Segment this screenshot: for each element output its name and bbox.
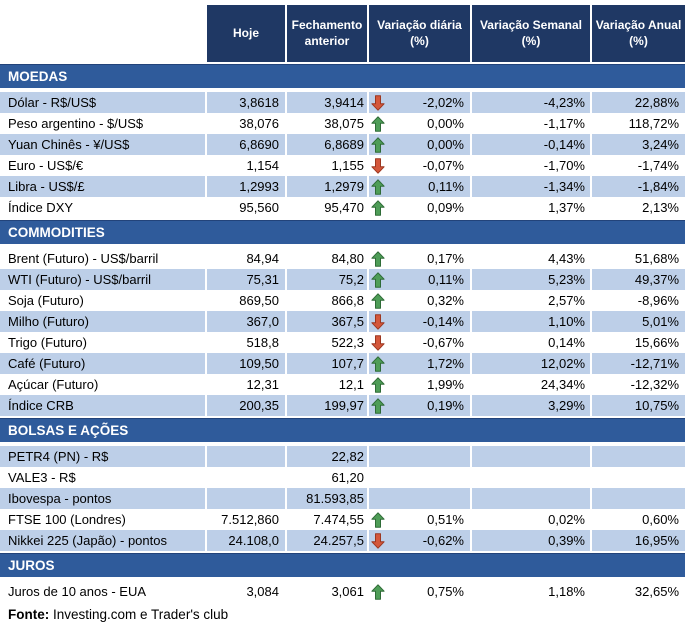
cell-variacao-semanal: -1,17% [470,113,590,134]
cell-variacao-anual: -12,71% [590,353,685,374]
cell-hoje [205,467,285,488]
cell-fechamento: 61,20 [285,467,367,488]
cell-variacao-semanal: 2,57% [470,290,590,311]
cell-variacao-semanal: 5,23% [470,269,590,290]
cell-variacao-diaria [367,248,470,269]
cell-variacao-anual: 16,95% [590,530,685,551]
cell-variacao-semanal: -1,34% [470,176,590,197]
cell-variacao-semanal: 3,29% [470,395,590,416]
cell-fechamento: 866,8 [285,290,367,311]
table-row [0,176,685,197]
cell-hoje: 1,2993 [205,176,285,197]
cell-hoje: 3,8618 [205,92,285,113]
cell-variacao-diaria [367,395,470,416]
cell-label: Dólar - R$/US$ [0,92,205,113]
variacao-diaria-value: -0,67% [422,335,464,350]
cell-variacao-diaria [367,92,470,113]
cell-fechamento: 6,8689 [285,134,367,155]
cell-label: Ibovespa - pontos [0,488,205,509]
cell-hoje: 6,8690 [205,134,285,155]
cell-variacao-anual: 32,65% [590,581,685,602]
cell-variacao-semanal: 0,02% [470,509,590,530]
cell-variacao-diaria [367,467,470,488]
cell-hoje [205,446,285,467]
cell-label: Café (Futuro) [0,353,205,374]
cell-label: VALE3 - R$ [8,470,76,485]
cell-variacao-anual: 22,88% [590,92,685,113]
cell-fechamento: 75,2 [285,269,367,290]
cell-hoje: 38,076 [205,113,285,134]
cell-fechamento: 199,97 [285,395,367,416]
cell-fechamento: 522,3 [285,332,367,353]
cell-variacao-anual: 51,68% [590,248,685,269]
table-row [0,248,685,269]
cell-variacao-anual: 49,37% [590,269,685,290]
cell-variacao-semanal: 1,37% [470,197,590,218]
header-cell-hoje: Hoje [205,5,285,62]
table-row [0,332,685,353]
cell-hoje: 109,50 [205,353,285,374]
table-row [0,530,685,551]
cell-variacao-diaria [367,446,470,467]
variacao-diaria-value: 0,00% [427,116,464,131]
variacao-diaria-value: 0,00% [427,137,464,152]
cell-hoje: 3,084 [205,581,285,602]
variacao-diaria-value: 0,11% [428,272,464,287]
cell-label: Açúcar (Futuro) [8,377,99,392]
cell-variacao-anual: 5,01% [590,311,685,332]
cell-variacao-semanal: 0,14% [470,332,590,353]
table-header [0,5,685,62]
variacao-diaria-value: 0,19% [427,398,464,413]
table-row [0,395,685,416]
cell-fechamento: 22,82 [285,446,367,467]
cell-label: Soja (Futuro) [8,293,84,308]
section-header: JUROS [0,553,685,577]
cell-variacao-diaria [367,581,470,602]
table-row [0,197,685,218]
source-label: Fonte: [8,607,50,622]
cell-variacao-diaria [367,353,470,374]
cell-variacao-anual: 0,60% [590,509,685,530]
cell-fechamento: 84,80 [285,248,367,269]
cell-variacao-anual: -8,96% [590,290,685,311]
cell-variacao-semanal: 0,39% [470,530,590,551]
cell-fechamento: 95,470 [285,197,367,218]
cell-variacao-diaria [367,488,470,509]
cell-label: Brent (Futuro) - US$/barril [8,251,159,266]
cell-label: Índice DXY [8,200,74,215]
cell-hoje: 869,50 [205,290,285,311]
cell-variacao-diaria [367,113,470,134]
cell-variacao-anual: -1,84% [590,176,685,197]
header-cell-fechamento-anterior: Fechamento anterior [285,5,367,62]
cell-variacao-anual [590,467,685,488]
variacao-diaria-value: -2,02% [422,95,464,110]
variacao-diaria-value: -0,07% [422,158,464,173]
cell-label: Milho (Futuro) [0,311,205,332]
cell-fechamento: 12,1 [285,374,367,395]
cell-variacao-anual: 15,66% [590,332,685,353]
cell-label: Libra - US$/£ [0,176,205,197]
cell-variacao-diaria [367,530,470,551]
table-row [0,488,685,509]
table-row [0,353,685,374]
section-header: BOLSAS E AÇÕES [0,418,685,442]
header-cell-variacao-diaria: Variação diária (%) [367,5,470,62]
cell-fechamento: 38,075 [285,113,367,134]
cell-variacao-diaria [367,155,470,176]
cell-fechamento: 24.257,5 [285,530,367,551]
cell-hoje: 200,35 [205,395,285,416]
cell-label: FTSE 100 (Londres) [8,512,126,527]
variacao-diaria-value: 0,51% [427,512,464,527]
cell-variacao-semanal: 1,18% [470,581,590,602]
header-cell-variacao-semanal: Variação Semanal (%) [470,5,590,62]
cell-variacao-diaria [367,332,470,353]
cell-hoje: 1,154 [205,155,285,176]
variacao-diaria-value: -0,62% [422,533,464,548]
table-row [0,155,685,176]
variacao-diaria-value: 0,09% [427,200,464,215]
cell-variacao-anual: 2,13% [590,197,685,218]
cell-hoje: 84,94 [205,248,285,269]
cell-hoje: 7.512,860 [205,509,285,530]
cell-variacao-anual [590,488,685,509]
section-header: MOEDAS [0,64,685,88]
cell-variacao-semanal: -4,23% [470,92,590,113]
cell-fechamento: 1,2979 [285,176,367,197]
cell-hoje: 75,31 [205,269,285,290]
cell-label: Trigo (Futuro) [8,335,87,350]
cell-label: Nikkei 225 (Japão) - pontos [0,530,205,551]
table-row [0,509,685,530]
table-body [0,64,685,602]
variacao-diaria-value: 0,17% [427,251,464,266]
cell-fechamento: 7.474,55 [285,509,367,530]
header-cell-variacao-anual: Variação Anual (%) [590,5,685,62]
section-header: COMMODITIES [0,220,685,244]
table-row [0,269,685,290]
table-row [0,581,685,602]
cell-variacao-diaria [367,134,470,155]
cell-label: Índice CRB [0,395,205,416]
cell-hoje: 12,31 [205,374,285,395]
cell-variacao-diaria [367,290,470,311]
cell-variacao-semanal [470,488,590,509]
cell-variacao-anual: -1,74% [590,155,685,176]
cell-variacao-semanal: 4,43% [470,248,590,269]
table-row [0,134,685,155]
table-row [0,113,685,134]
cell-fechamento: 107,7 [285,353,367,374]
variacao-diaria-value: 1,72% [427,356,464,371]
cell-variacao-diaria [367,509,470,530]
cell-variacao-semanal [470,467,590,488]
table-row [0,92,685,113]
table-row [0,446,685,467]
cell-variacao-anual: 3,24% [590,134,685,155]
variacao-diaria-value: 0,32% [427,293,464,308]
cell-variacao-semanal: 1,10% [470,311,590,332]
cell-label: Yuan Chinês - ¥/US$ [0,134,205,155]
source-text: Investing.com e Trader's club [49,607,229,622]
cell-fechamento: 3,9414 [285,92,367,113]
variacao-diaria-value: 0,75% [427,584,464,599]
cell-variacao-semanal [470,446,590,467]
table-row [0,290,685,311]
cell-variacao-anual: -12,32% [590,374,685,395]
cell-fechamento: 81.593,85 [285,488,367,509]
cell-label: PETR4 (PN) - R$ [0,446,205,467]
cell-variacao-semanal: -1,70% [470,155,590,176]
source-line [0,607,685,622]
cell-variacao-semanal: 24,34% [470,374,590,395]
cell-hoje: 24.108,0 [205,530,285,551]
cell-label: Euro - US$/€ [8,158,84,173]
cell-variacao-diaria [367,374,470,395]
cell-hoje: 518,8 [205,332,285,353]
cell-variacao-diaria [367,269,470,290]
table-row [0,374,685,395]
variacao-diaria-value: -0,14% [422,314,464,329]
header-spacer [0,5,205,62]
cell-variacao-anual [590,446,685,467]
table-row [0,467,685,488]
cell-variacao-semanal: -0,14% [470,134,590,155]
cell-fechamento: 3,061 [285,581,367,602]
cell-label: Peso argentino - $/US$ [8,116,144,131]
cell-hoje [205,488,285,509]
cell-hoje: 367,0 [205,311,285,332]
cell-variacao-anual: 118,72% [590,113,685,134]
cell-fechamento: 367,5 [285,311,367,332]
table-row [0,311,685,332]
variacao-diaria-value: 0,11% [428,179,464,194]
cell-variacao-diaria [367,176,470,197]
cell-variacao-diaria [367,311,470,332]
cell-variacao-semanal: 12,02% [470,353,590,374]
cell-label: WTI (Futuro) - US$/barril [0,269,205,290]
cell-label: Juros de 10 anos - EUA [8,584,147,599]
cell-variacao-anual: 10,75% [590,395,685,416]
variacao-diaria-value: 1,99% [427,377,464,392]
cell-variacao-diaria [367,197,470,218]
cell-hoje: 95,560 [205,197,285,218]
cell-fechamento: 1,155 [285,155,367,176]
